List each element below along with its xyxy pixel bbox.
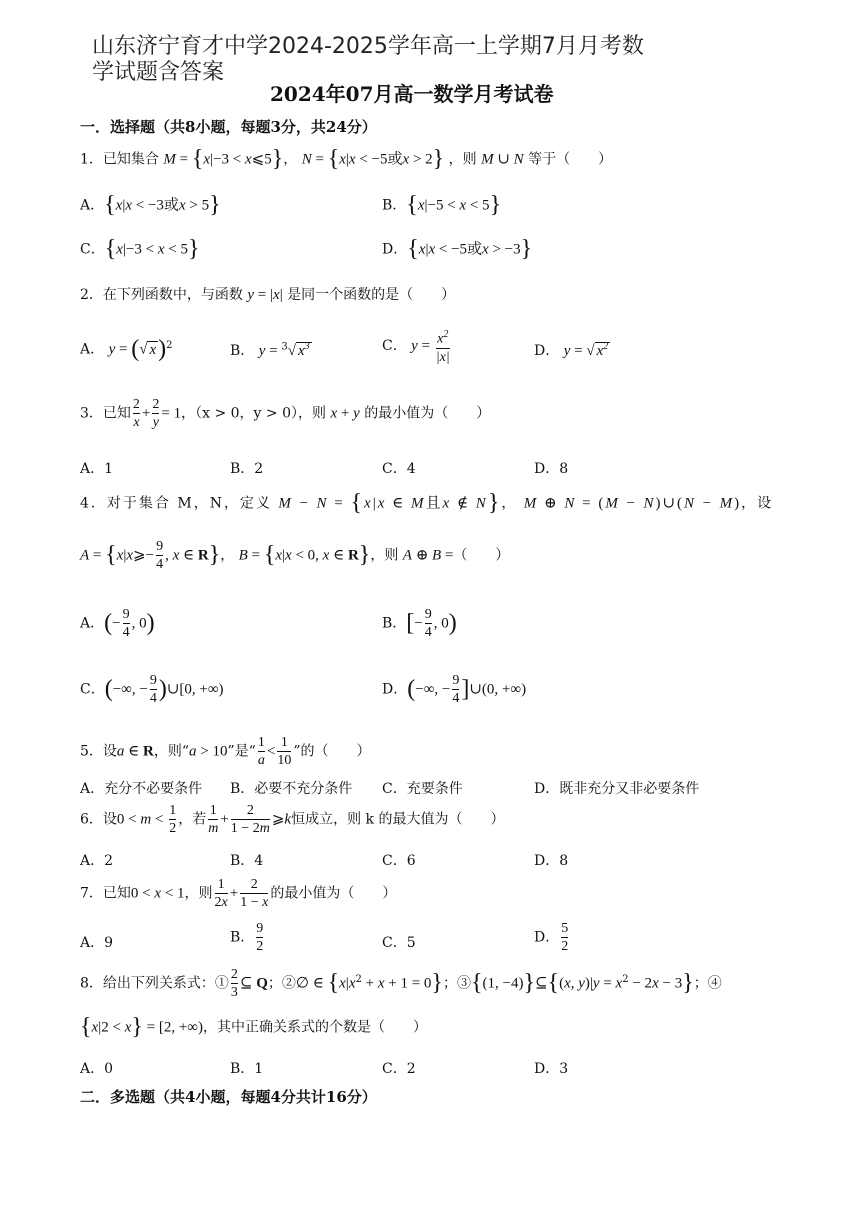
q1-stem-c: 等于（ ） — [528, 151, 613, 168]
q6-option-d: D．8 — [534, 853, 569, 869]
q6-option-c: C．6 — [382, 853, 416, 869]
q7-option-b: B． $\frac{9}{2}$ — [230, 921, 264, 954]
q8-option-b: B．1 — [230, 1061, 264, 1077]
q2-option-d: D． y = √ $x^2$ — [534, 341, 609, 359]
document-title-line-2: 学试题含答案 — [92, 60, 225, 85]
q3-option-b: B．2 — [230, 461, 264, 477]
question-6: 6．设0 < m < $\frac{1}{2}$ ，若 $\frac{1}{m}$ + $\frac{2}{1 - 2m}$ ⩾k恒成立，则 k 的最大值为（ ） — [80, 803, 505, 836]
document-title-line-1: 山东济宁育才中学2024-2025学年高一上学期7月月考数 — [92, 34, 644, 59]
q4-option-b: B．[− $\frac{9}{4}$ , 0) — [382, 607, 457, 640]
question-7: 7．已知0 < x < 1，则 $\frac{1}{2x}$ + $\frac{2}{1 - x}$ 的最小值为（ ） — [80, 877, 397, 910]
q3-option-a: A．1 — [80, 461, 114, 477]
q7-option-c: C．5 — [382, 935, 416, 951]
q1-option-d: D．{x|x < −5或x > −3} — [382, 236, 533, 262]
q3-option-c: C．4 — [382, 461, 416, 477]
question-8-line-2: {x|2 < x} = [2, +∞)，其中正确关系式的个数是（ ） — [80, 1014, 427, 1040]
q5-option-d: D．既非充分又非必要条件 — [534, 781, 700, 797]
q5-option-a: A．充分不必要条件 — [80, 781, 203, 797]
section-heading-single-choice: 一．选择题（共8小题，每题3分，共24分） — [80, 118, 377, 136]
q5-option-b: B．必要不充分条件 — [230, 781, 353, 797]
q1-option-a: A．{x|x < −3或x > 5} — [80, 192, 221, 218]
question-4-line-1: 4．对于集合 M，N，定义 M − N = {x|x ∈ M且x ∉ N}， M ⊕ N = (M − N)∪(N − M)，设 — [80, 490, 774, 516]
q5-option-c: C．充要条件 — [382, 781, 463, 797]
q4-option-c: C．(−∞, − $\frac{9}{4}$ )∪[0, +∞) — [80, 673, 224, 706]
question-3: 3．已知 $\frac{2}{x}$ + $\frac{2}{y}$ = 1，（x > 0，y > 0），则 x + y 的最小值为（ ） — [80, 397, 491, 430]
q4-option-d: D．(−∞, − $\frac{9}{4}$ ]∪(0, +∞) — [382, 673, 527, 706]
q2-option-b: B． y = $^3$√ $x^3$ — [230, 341, 310, 359]
q8-option-a: A．0 — [80, 1061, 114, 1077]
exam-title: 2024年07月高一数学月考试卷 — [270, 82, 554, 106]
q6-option-b: B．4 — [230, 853, 264, 869]
q4-option-a: A．(− $\frac{9}{4}$ , 0) — [80, 607, 155, 640]
q1-option-c: C．{x|−3 < x < 5} — [80, 236, 200, 262]
q8-option-c: C．2 — [382, 1061, 416, 1077]
q1-stem-a: 1．已知集合 — [80, 151, 159, 168]
q2-option-c: C． y = $\frac{x^2}{|x|}$ — [382, 329, 450, 365]
q1-stem-b: ，则 — [448, 151, 477, 168]
q3-option-d: D．8 — [534, 461, 569, 477]
q1-option-b: B．{x|−5 < x < 5} — [382, 192, 502, 218]
question-2: 2．在下列函数中，与函数 y = |x| 是同一个函数的是（ ） — [80, 287, 456, 303]
question-1: 1．已知集合 M = {x|−3 < x⩽5}， N = {x|x < −5或x > 2} ，则 M ∪ N 等于（ ） — [80, 146, 613, 172]
question-8-line-1: 8．给出下列关系式：① $\frac{2}{3}$ ⊆ Q；②∅ ∈ $\{x|x^2 + x + 1 = 0\}$；③{(1, −4)}⊆{(x, $y)|y = x^2 - 2x - 3$}；④ — [80, 967, 722, 1000]
q6-option-a: A．2 — [80, 853, 114, 869]
q7-option-a: A．9 — [80, 935, 114, 951]
section-heading-multi-choice: 二．多选题（共4小题，每题4分共计16分） — [80, 1088, 377, 1106]
q8-option-d: D．3 — [534, 1061, 569, 1077]
question-5: 5．设a ∈ R，则“a > 10”是“ $\frac{1}{a}$ < $\frac{1}{10}$ ”的（ ） — [80, 735, 371, 768]
question-4-line-2: A = {x|x⩾− $\frac{9}{4}$ , x ∈ R}， B = {x|x < 0, x ∈ R}，则 A ⊕ B =（ ） — [80, 539, 510, 572]
q7-option-d: D． $\frac{5}{2}$ — [534, 921, 569, 954]
q2-option-a: A． y = (√ x)$^2$ — [80, 336, 173, 362]
